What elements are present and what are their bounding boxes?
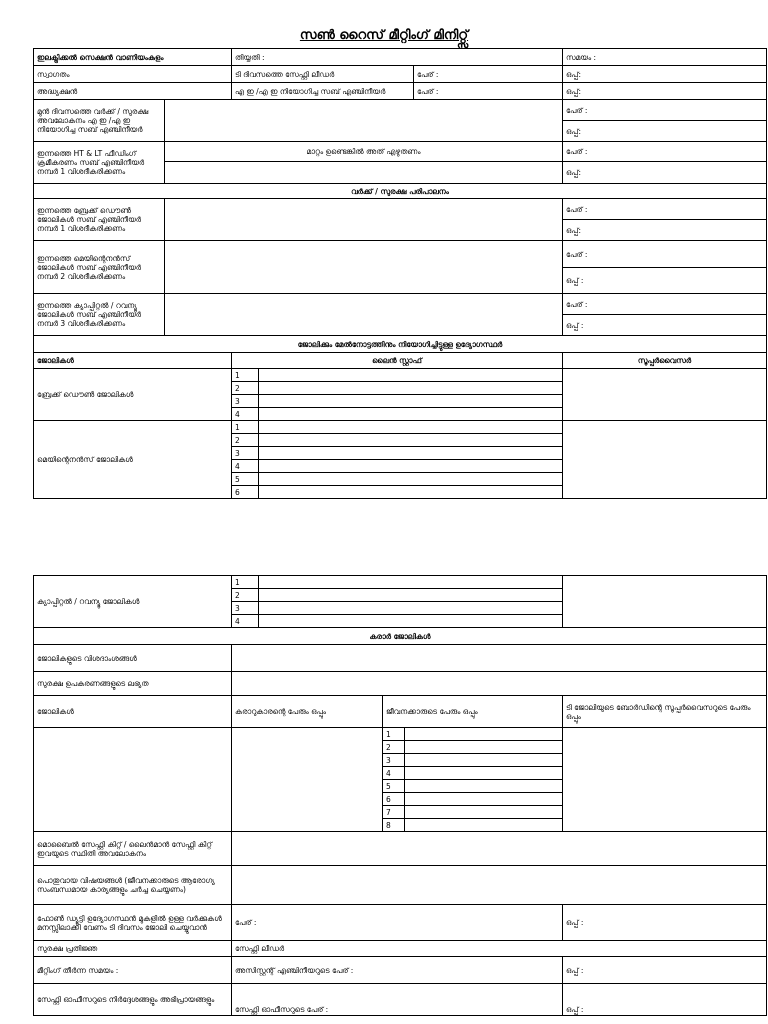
staff-jobs-header: ജോലികൾ [34, 353, 232, 369]
row-number: 1 [232, 369, 259, 382]
staff-line-header: ലൈൻ സ്റ്റാഫ് [232, 353, 563, 369]
general-topics-label: പൊതുവായ വിഷയങ്ങൾ (ജീവനക്കാരുടെ ആരോഗ്യ സംബന്ധമായ കാര്യങ്ങളും ചർച്ച ചെയ്യണം) [34, 866, 232, 905]
row-number: 2 [232, 382, 259, 395]
pledge-safety-leader: സേഫ്റ്റി ലീഡർ [232, 941, 767, 957]
section-staff: ജോലിക്കും മേൽനോട്ടത്തിനും നിയോഗിച്ചിട്ടുള്ള ഉദ്യോഗസ്ഥർ [34, 336, 767, 353]
worker-cell [405, 767, 563, 780]
contract-jobs-cell [34, 728, 232, 832]
worker-cell [405, 806, 563, 819]
capital-work-content [165, 294, 563, 336]
row-number: 5 [232, 473, 259, 486]
maintenance-work-content [165, 241, 563, 294]
staff-cell [259, 447, 563, 460]
row-number: 1 [232, 421, 259, 434]
section-contract: കരാർ ജോലികൾ [34, 628, 767, 645]
worker-cell [405, 780, 563, 793]
ht-lt-name: പേര് : [563, 142, 767, 162]
staff-cell [259, 602, 563, 615]
ht-lt-content [165, 162, 563, 184]
maintenance-jobs-label: മെയിന്റെനൻസ് ജോലികൾ [34, 421, 232, 499]
phone-duty-name: പേര് : [232, 905, 563, 941]
staff-cell [259, 421, 563, 434]
page1-body [33, 48, 767, 499]
row-number: 6 [232, 486, 259, 499]
capital-jobs-label: ക്യാപ്പിറ്റൽ / റവന്യൂ ജോലികൾ [34, 576, 232, 628]
breakdown-work-name: പേര് : [563, 199, 767, 220]
contract-contractor-cell [232, 728, 383, 832]
presided-sign: ഒപ്പ്: [563, 83, 767, 100]
mobile-kit-value [232, 832, 767, 866]
row-number: 3 [232, 447, 259, 460]
row-number: 2 [383, 741, 405, 754]
ae-name-label: അസിസ്റ്റന്റ് എഞ്ചിനീയറുടെ പേര് : [232, 957, 563, 984]
worker-cell [405, 754, 563, 767]
breakdown-jobs-label: ബ്രേക്ക് ഡൌൺ ജോലികൾ [34, 369, 232, 421]
officer-name-label: സേഫ്റ്റി ഓഫീസറുടെ പേര് : [232, 984, 563, 1016]
staff-cell [259, 382, 563, 395]
row-number: 3 [232, 602, 259, 615]
ht-lt-sign: ഒപ്പ്: [563, 162, 767, 184]
row-number: 2 [232, 589, 259, 602]
capital-work-label: ഇന്നത്തെ ക്യാപ്പിറ്റൽ / റവന്യൂ ജോലികൾ സബ് എഞ്ചിനീയർ നമ്പർ 3 വിശദീകരിക്കണം [34, 294, 165, 336]
welcome-sign: ഒപ്പ്: [563, 66, 767, 83]
date-cell: തിയ്യതി : [232, 49, 563, 66]
row-number: 1 [383, 728, 405, 741]
row-number: 2 [232, 434, 259, 447]
pledge-label: സുരക്ഷ പ്രതിജ്ഞ [34, 941, 232, 957]
contract-workers-header: ജീവനക്കാരുടെ പേരും ഒപ്പും [383, 696, 563, 728]
staff-cell [259, 395, 563, 408]
staff-cell [259, 434, 563, 447]
staff-cell [259, 369, 563, 382]
supervisor-cell [563, 421, 767, 499]
row-number: 4 [232, 615, 259, 628]
row-number: 3 [383, 754, 405, 767]
contract-job-details-label: ജോലികളുടെ വിശദാംശങ്ങൾ [34, 645, 232, 672]
row-number: 5 [383, 780, 405, 793]
ht-lt-label: ഇന്നത്തെ HT & LT ഫീഡിംഗ് ക്രമീകരണം സബ് എഞ്ചിനീയർ നമ്പർ 1 വിശദീകരിക്കണം [34, 142, 165, 184]
prev-review-label: മുൻ ദിവസത്തെ വർക്ക് / സുരക്ഷ അവലോകനം എ ഇ /എ ഇ നിയോഗിച്ച സബ് എഞ്ചിനീയർ [34, 100, 165, 142]
breakdown-work-sign: ഒപ്പ്: [563, 220, 767, 241]
section-work-safety: വർക്ക് / സുരക്ഷ പരിപാലനം [34, 184, 767, 199]
phone-duty-sign: ഒപ്പ് : [563, 905, 767, 941]
time-cell: സമയം : [563, 49, 767, 66]
general-topics-value [232, 866, 767, 905]
prev-review-name: പേര് : [563, 100, 767, 121]
page2-body [33, 575, 767, 1016]
staff-cell [259, 473, 563, 486]
staff-cell [259, 615, 563, 628]
ae-sign-label: ഒപ്പ് : [563, 957, 767, 984]
row-number: 1 [232, 576, 259, 589]
capital-work-sign: ഒപ്പ് : [563, 315, 767, 336]
welcome-name: പേര് : [414, 66, 563, 83]
staff-cell [259, 576, 563, 589]
prev-review-sign: ഒപ്പ്: [563, 121, 767, 142]
phone-duty-label: ഫോൺ ഡ്യൂട്ടി ഉദ്യോഗസ്ഥൻ മുകളിൽ ഉള്ള വർക്കുകൾ മനസ്സിലാക്കി വേണം ടി ദിവസം ജോലി ചെയ്യുവാൻ [34, 905, 232, 941]
mobile-kit-label: മൊബൈൽ സേഫ്റ്റി കിറ്റ് / ലൈൻമാൻ സേഫ്റ്റി കിറ്റ് ഇവയുടെ സ്ഥിതി അവലോകനം [34, 832, 232, 866]
worker-cell [405, 741, 563, 754]
contract-supervisor-cell [563, 728, 767, 832]
maintenance-work-sign: ഒപ്പ് : [563, 268, 767, 294]
section-name-cell: ഇലക്ട്രിക്കൽ സെക്ഷൻ വാണിയംകുളം [34, 49, 232, 66]
staff-supervisor-header: സൂപ്പർവൈസർ [563, 353, 767, 369]
row-number: 8 [383, 819, 405, 832]
row-number: 4 [232, 408, 259, 421]
presided-name: പേര് : [414, 83, 563, 100]
maintenance-work-label: ഇന്നത്തെ മെയിന്റെനൻസ് ജോലികൾ സബ് എഞ്ചിനീയർ നമ്പർ 2 വിശദീകരിക്കണം [34, 241, 165, 294]
breakdown-work-content [165, 199, 563, 241]
row-number: 4 [383, 767, 405, 780]
end-time-label: മീറ്റിംഗ് തീർന്ന സമയം : [34, 957, 232, 984]
presided-label: അദ്ധ്യക്ഷൻ [34, 83, 232, 100]
contract-safety-equipment-value [232, 672, 767, 696]
row-number: 7 [383, 806, 405, 819]
presided-by: എ ഇ /എ ഇ നിയോഗിച്ച സബ് എഞ്ചിനീയർ [232, 83, 414, 100]
capital-work-name: പേര് : [563, 294, 767, 315]
contract-jobs-header: ജോലികൾ [34, 696, 232, 728]
contract-contractor-header: കരാറുകാരന്റെ പേരും ഒപ്പും [232, 696, 383, 728]
maintenance-work-name: പേര് : [563, 241, 767, 268]
staff-cell [259, 589, 563, 602]
prev-review-content [165, 100, 563, 142]
worker-cell [405, 728, 563, 741]
officer-notes-label: സേഫ്റ്റി ഓഫീസറുടെ നിർദ്ദേശങ്ങളും അഭിപ്രായങ്ങളും [34, 984, 232, 1016]
row-number: 6 [383, 793, 405, 806]
contract-job-details-value [232, 645, 767, 672]
supervisor-cell [563, 369, 767, 421]
page-title: സൺ റൈസ് മീറ്റിംഗ് മിനിറ്റ്സ് [299, 28, 469, 43]
worker-cell [405, 793, 563, 806]
supervisor-cell [563, 576, 767, 628]
change-note: മാറ്റം ഉണ്ടെങ്കിൽ അത് എഴുതണം [165, 142, 563, 162]
breakdown-work-label: ഇന്നത്തെ ബ്രേക്ക് ഡൌൺ ജോലികൾ സബ് എഞ്ചിനീയർ നമ്പർ 1 വിശദീകരിക്കണം [34, 199, 165, 241]
welcome-by: ടി ദിവസത്തെ സേഫ്റ്റി ലീഡർ [232, 66, 414, 83]
staff-cell [259, 486, 563, 499]
row-number: 4 [232, 460, 259, 473]
worker-cell [405, 819, 563, 832]
contract-safety-equipment-label: സുരക്ഷ ഉപകരണങ്ങളുടെ ലഭ്യത [34, 672, 232, 696]
welcome-label: സ്വാഗതം [34, 66, 232, 83]
row-number: 3 [232, 395, 259, 408]
contract-board-supervisor-header: ടി ജോലിയുടെ ബോർഡിന്റെ സൂപ്പർവൈസറുടെ പേരും ഒപ്പും [563, 696, 767, 728]
officer-sign-label: ഒപ്പ് : [563, 984, 767, 1016]
staff-cell [259, 460, 563, 473]
staff-cell [259, 408, 563, 421]
